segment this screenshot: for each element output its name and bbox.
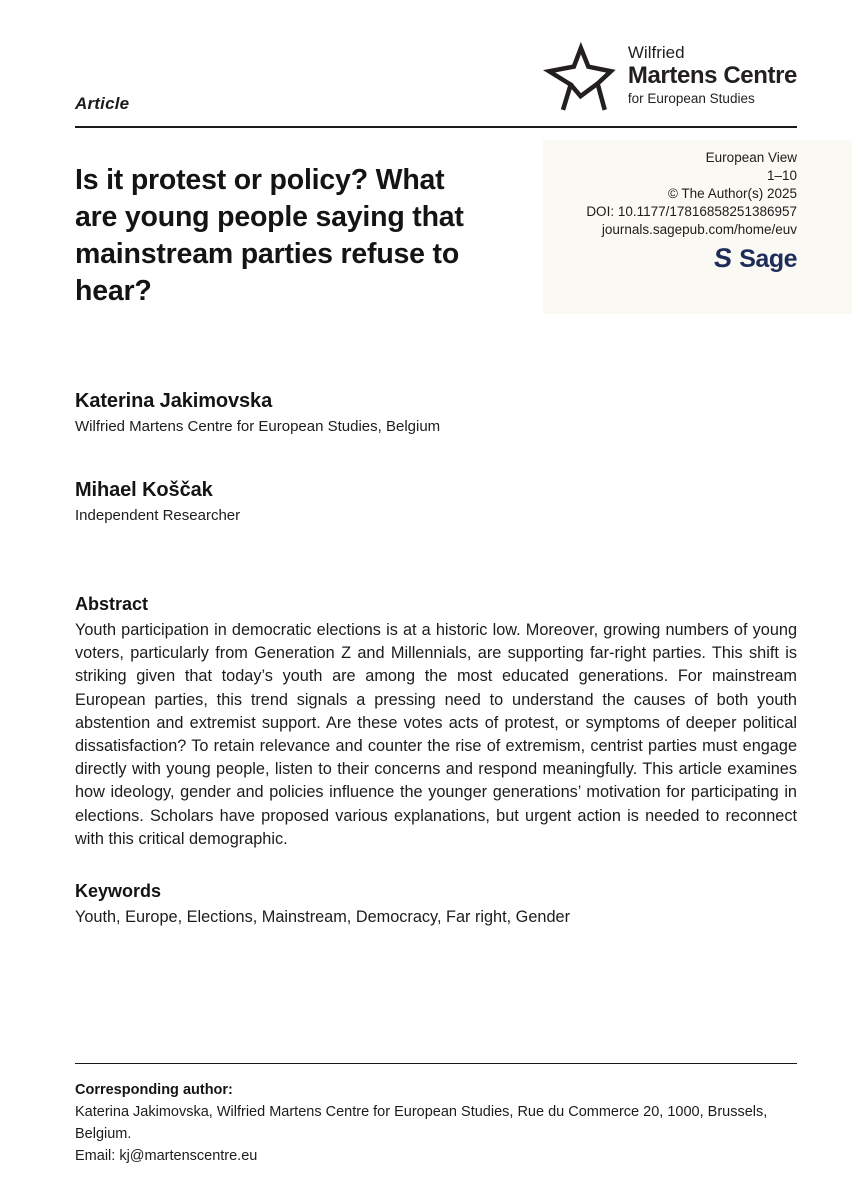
sage-wordmark: Sage	[739, 245, 797, 273]
corresponding-author-footer	[75, 1063, 797, 1167]
martens-centre-logo	[543, 42, 797, 116]
doi-line: DOI: 10.1177/17816858251386957	[586, 204, 797, 219]
brand-line-martens-centre: Martens Centre	[627, 62, 797, 89]
paper-title-line: hear?	[75, 275, 152, 307]
brand-wordmark	[628, 42, 797, 106]
author-affiliation: Wilfried Martens Centre for European Studies, Belgium	[75, 418, 441, 435]
journal-url-link[interactable]: journals.sagepub.com/home/euv	[601, 222, 797, 237]
keywords-list: Youth, Europe, Elections, Mainstream, Democracy, Far right, Gender	[75, 908, 570, 927]
copyright-line: © The Author(s) 2025	[667, 186, 797, 201]
paper-title-line: mainstream parties refuse to	[75, 238, 460, 270]
article-type-label: Article	[75, 94, 130, 113]
keywords-heading: Keywords	[75, 881, 162, 902]
corresponding-author-email-link[interactable]: Email: kj@martenscentre.eu	[75, 1148, 258, 1164]
author-name: Mihael Koščak	[75, 479, 213, 501]
paper-title-line: are young people saying that	[75, 201, 464, 233]
author-entry	[75, 477, 797, 526]
author-entry	[75, 388, 797, 437]
citation-meta-box	[543, 140, 852, 314]
author-affiliation: Independent Researcher	[75, 507, 241, 524]
sage-publisher-logo	[555, 245, 797, 272]
keywords-section	[75, 879, 797, 929]
brand-line-wilfried: Wilfried	[627, 43, 685, 62]
page-range: 1–10	[766, 168, 797, 183]
sage-s-icon: S	[712, 243, 734, 273]
abstract-text: Youth participation in democratic elections is at a historic low. Moreover, growing numbers of young voters, particularly from Generation Z and Millennials, are supporting far-right parties. This shift is striking given that today’s youth are among the most educated generations. For mainstream European parties, this trend signals a pressing need to understand the causes of both youth abstention and extremist support. Are these votes acts of protest, or symptoms of deeper political dissatisfaction? To retain relevance and counter the rise of extremism, centrist parties must engage directly with young people, listen to their concerns and respond meaningfully. This article examines how ideology, gender and policies influence the younger generations’ motivation for participating in elections. Scholars have proposed various explanations, but urgent action is needed to reconnect with this critical demographic.	[75, 621, 797, 848]
author-name: Katerina Jakimovska	[75, 390, 273, 412]
title-and-meta-row	[75, 128, 797, 316]
authors-section	[75, 388, 797, 526]
abstract-heading: Abstract	[75, 594, 149, 614]
abstract-section	[75, 592, 797, 851]
paper-title-line: Is it protest or policy? What	[75, 164, 445, 196]
brand-line-for-european-studies: for European Studies	[627, 91, 755, 106]
journal-name: European View	[705, 150, 797, 165]
paper-title	[75, 128, 545, 310]
corresponding-author-address: Katerina Jakimovska, Wilfried Martens Centre for European Studies, Rue du Commerce 20, 1000, Brussels, Belgium.	[75, 1104, 768, 1142]
star-m-logo-icon	[543, 42, 617, 116]
corresponding-author-heading: Corresponding author:	[75, 1082, 233, 1098]
page-header	[75, 0, 797, 128]
